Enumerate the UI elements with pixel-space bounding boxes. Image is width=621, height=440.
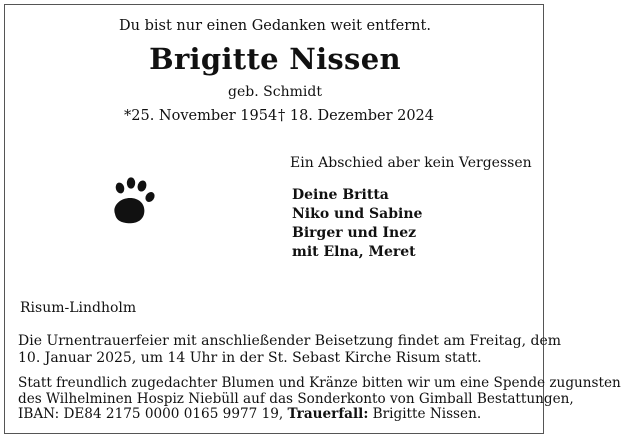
birth-name: geb. Schmidt xyxy=(228,84,322,100)
mourners-list xyxy=(292,186,422,262)
mourner: Niko und Sabine xyxy=(292,206,423,222)
place: Risum-Lindholm xyxy=(20,300,137,316)
mourner: Birger und Inez xyxy=(292,225,417,241)
paw-print-icon xyxy=(106,176,158,228)
motto: Du bist nur einen Gedanken weit entfernt. xyxy=(119,18,431,34)
donation-line xyxy=(18,407,530,423)
donation-paragraph xyxy=(18,375,621,423)
mourner: Deine Britta xyxy=(292,187,389,203)
iban-text: IBAN: DE84 2175 0000 0165 9977 19, xyxy=(18,406,288,422)
farewell-line: Ein Abschied aber kein Vergessen xyxy=(290,155,532,171)
ceremony-line: Die Urnentrauerfeier mit anschließender Beisetzung findet am Freitag, dem xyxy=(18,333,562,349)
donation-line: des Wilhelminen Hospiz Niebüll auf das Sonderkonto von Gimball Bestattungen, xyxy=(18,390,574,407)
case-name: Brigitte Nissen. xyxy=(368,406,482,422)
mourner: mit Elna, Meret xyxy=(292,244,416,260)
birth-date: *25. November 1954 xyxy=(124,108,278,124)
death-date: † 18. Dezember 2024 xyxy=(278,108,435,124)
donation-line: Statt freundlich zugedachter Blumen und Kränze bitten wir um eine Spende zugunsten xyxy=(18,375,621,391)
ceremony-line: 10. Januar 2025, um 14 Uhr in der St. Sebast Kirche Risum statt. xyxy=(18,350,482,366)
deceased-name: Brigitte Nissen xyxy=(149,42,401,76)
ceremony-paragraph xyxy=(18,333,562,367)
case-label: Trauerfall: xyxy=(287,406,369,422)
